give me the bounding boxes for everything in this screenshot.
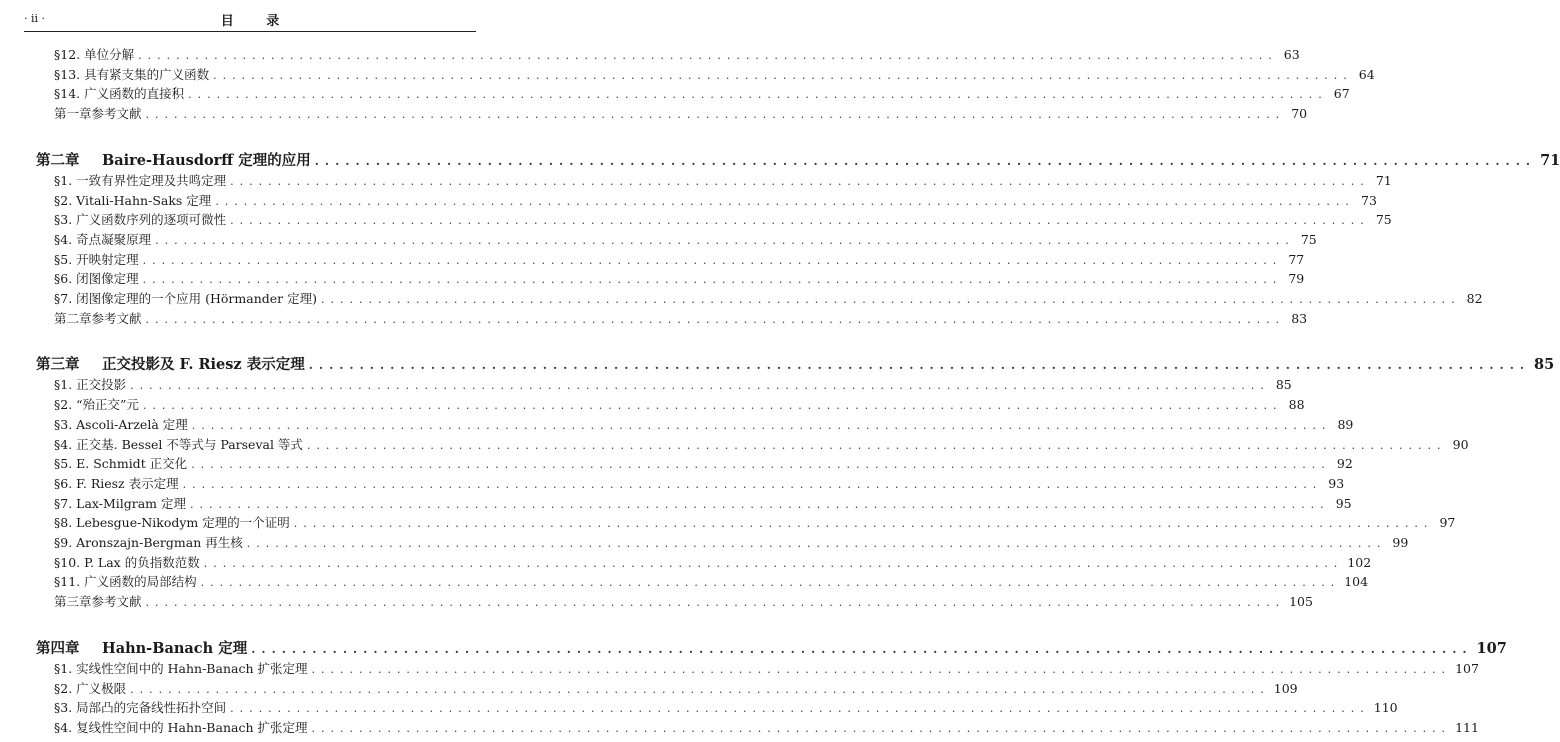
toc-entry xyxy=(54,592,1313,612)
dot-leader: ........................................................................................................................ xyxy=(182,477,1323,491)
entry-label: §9. Aronszajn-Bergman 再生核 xyxy=(54,535,243,550)
toc-entry xyxy=(54,718,1479,738)
chapter-page: 71 xyxy=(1540,151,1560,169)
toc-entry xyxy=(54,698,1398,718)
header-rule xyxy=(24,31,476,32)
chapter-heading xyxy=(36,353,1555,374)
entry-label: §3. Ascoli-Arzelà 定理 xyxy=(54,416,188,432)
dot-leader: ........................................................................................................................ xyxy=(142,399,1283,413)
entry-label: §2. “殆正交”元 xyxy=(54,397,139,413)
dot-leader: ........................................................................................................................ xyxy=(215,194,1355,208)
entry-page: 90 xyxy=(1452,436,1469,452)
chapter-label xyxy=(36,149,311,170)
dot-leader: ........................................................................................................................ xyxy=(251,641,1473,656)
toc-entry xyxy=(54,395,1305,415)
toc-entry xyxy=(54,84,1350,104)
entry-page: 99 xyxy=(1392,535,1409,550)
dot-leader: ........................................................................................................................ xyxy=(155,233,1295,247)
entry-page: 111 xyxy=(1455,719,1479,735)
page-title: 目 录 xyxy=(220,14,294,29)
entry-label: §5. E. Schmidt 正交化 xyxy=(54,456,188,472)
toc-entry xyxy=(54,250,1305,270)
chapter-title: 正交投影及 F. Riesz 表示定理 xyxy=(102,356,305,374)
entry-label: §4. 正交基. Bessel 不等式与 Parseval 等式 xyxy=(54,436,303,452)
entry-page: 105 xyxy=(1289,594,1313,610)
entry-page: 83 xyxy=(1291,310,1308,326)
entry-label: §14. 广义函数的直接积 xyxy=(54,86,185,102)
toc-entry xyxy=(54,65,1375,85)
entry-page: 104 xyxy=(1344,574,1369,590)
entry-label: §1. 实线性空间中的 Hahn-Banach 扩张定理 xyxy=(54,660,308,676)
dot-leader: ........................................................................................................................ xyxy=(145,312,1286,326)
entry-label: 第三章参考文献 xyxy=(54,594,142,610)
entry-page: 67 xyxy=(1333,86,1350,102)
entry-page: 77 xyxy=(1288,251,1305,267)
dot-leader: ........................................................................................................................ xyxy=(138,49,1278,62)
toc-entry xyxy=(54,494,1352,514)
entry-page: 79 xyxy=(1288,271,1305,287)
toc-entry xyxy=(54,435,1469,455)
chapter-title: Hahn-Banach 定理 xyxy=(102,639,248,657)
dot-leader: ........................................................................................................................ xyxy=(190,497,1330,511)
entry-label: §2. 广义极限 xyxy=(54,680,127,696)
dot-leader: ........................................................................................................................ xyxy=(246,537,1387,550)
entry-label: §7. Lax-Milgram 定理 xyxy=(54,495,187,511)
toc-entry xyxy=(54,171,1392,191)
entry-label: §5. 开映射定理 xyxy=(54,251,139,267)
entry-page: 89 xyxy=(1337,416,1354,432)
chapter-title: Baire-Hausdorff 定理的应用 xyxy=(102,151,311,169)
toc-entry xyxy=(54,415,1354,435)
toc-entry xyxy=(54,210,1392,230)
entry-page: 73 xyxy=(1361,192,1377,208)
toc-entry xyxy=(54,309,1308,329)
chapter-heading xyxy=(36,149,1560,169)
chapter-page: 85 xyxy=(1534,356,1555,374)
entry-page: 85 xyxy=(1275,377,1292,393)
chapter-page: 107 xyxy=(1476,639,1507,657)
toc-entry xyxy=(54,289,1483,309)
dot-leader: ........................................................................................................................ xyxy=(145,108,1286,122)
entry-page: 70 xyxy=(1291,106,1308,122)
dot-leader: ........................................................................................................................ xyxy=(191,418,1332,432)
entry-label: §7. 闭图像定理的一个应用 (Hörmander 定理) xyxy=(54,291,317,306)
dot-leader: ........................................................................................................................ xyxy=(308,358,1531,373)
toc-entry xyxy=(54,375,1292,395)
dot-leader: ........................................................................................................................ xyxy=(145,596,1286,610)
toc-entry xyxy=(54,474,1345,494)
entry-label: §11. 广义函数的局部结构 xyxy=(54,574,197,590)
entry-page: 75 xyxy=(1375,212,1392,228)
toc-entry xyxy=(54,269,1305,289)
entry-page: 110 xyxy=(1373,700,1398,716)
entry-page: 93 xyxy=(1328,475,1345,491)
dot-leader: ........................................................................................................................ xyxy=(142,253,1283,267)
entry-page: 92 xyxy=(1336,456,1353,472)
entry-page: 102 xyxy=(1347,554,1372,570)
entry-label: 第二章参考文献 xyxy=(54,310,142,326)
dot-leader: ........................................................................................................................ xyxy=(230,214,1370,228)
entry-label: §2. Vitali-Hahn-Saks 定理 xyxy=(54,192,212,208)
page-number: · ii · xyxy=(24,12,46,25)
toc-entry xyxy=(54,553,1372,573)
chapter-label xyxy=(36,637,247,658)
toc-entry xyxy=(54,659,1479,679)
entry-label: §13. 具有紧支集的广义函数 xyxy=(54,66,210,82)
dot-leader: ........................................................................................................................ xyxy=(306,438,1447,452)
entry-label: §3. 广义函数序列的逐项可微性 xyxy=(54,212,227,228)
dot-leader: ........................................................................................................................ xyxy=(320,293,1461,306)
chapter-number: 第二章 xyxy=(36,151,80,169)
entry-label: §4. 奇点凝聚原理 xyxy=(54,231,152,247)
entry-page: 88 xyxy=(1288,397,1305,413)
entry-label: 第一章参考文献 xyxy=(54,106,142,122)
toc-entry xyxy=(54,513,1456,533)
entry-label: §1. 一致有界性定理及共鸣定理 xyxy=(54,172,227,188)
dot-leader: ........................................................................................................................ xyxy=(191,458,1331,472)
toc-entry xyxy=(54,679,1298,699)
toc-entry xyxy=(54,45,1300,65)
chapter-label xyxy=(36,353,305,374)
dot-leader: ........................................................................................................................ xyxy=(130,379,1270,393)
entry-label: §12. 单位分解 xyxy=(54,47,135,62)
entry-page: 75 xyxy=(1300,231,1317,247)
entry-label: §1. 正交投影 xyxy=(54,377,127,393)
dot-leader: ........................................................................................................................ xyxy=(314,153,1537,168)
entry-label: §8. Lebesgue-Nikodym 定理的一个证明 xyxy=(54,515,290,531)
entry-page: 95 xyxy=(1335,495,1352,511)
entry-label: §6. F. Riesz 表示定理 xyxy=(54,475,179,491)
toc-entry xyxy=(54,533,1409,553)
dot-leader: ........................................................................................................................ xyxy=(142,273,1283,287)
entry-label: §4. 复线性空间中的 Hahn-Banach 扩张定理 xyxy=(54,719,308,735)
toc-entry xyxy=(54,454,1353,474)
dot-leader: ........................................................................................................................ xyxy=(230,174,1370,188)
entry-page: 107 xyxy=(1455,660,1479,676)
entry-page: 64 xyxy=(1358,66,1375,82)
entry-label: §6. 闭图像定理 xyxy=(54,271,139,287)
entry-page: 109 xyxy=(1273,680,1298,696)
toc-entry xyxy=(54,572,1369,592)
entry-page: 82 xyxy=(1466,291,1483,306)
chapter-number: 第三章 xyxy=(36,356,80,374)
dot-leader: ........................................................................................................................ xyxy=(130,682,1270,696)
dot-leader: ........................................................................................................................ xyxy=(230,702,1370,716)
dot-leader: ........................................................................................................................ xyxy=(188,88,1328,102)
entry-label: §10. P. Lax 的负指数范数 xyxy=(54,554,200,570)
toc-entry xyxy=(54,191,1377,211)
entry-page: 97 xyxy=(1439,515,1456,531)
chapter-number: 第四章 xyxy=(36,639,80,657)
toc-entry xyxy=(54,104,1308,124)
entry-label: §3. 局部凸的完备线性拓扑空间 xyxy=(54,700,227,716)
page-header xyxy=(24,10,476,28)
dot-leader: ........................................................................................................................ xyxy=(311,662,1452,676)
toc-entry xyxy=(54,230,1317,250)
dot-leader: ........................................................................................................................ xyxy=(311,721,1452,735)
entry-page: 63 xyxy=(1283,47,1300,62)
dot-leader: ........................................................................................................................ xyxy=(213,68,1353,82)
dot-leader: ........................................................................................................................ xyxy=(293,517,1434,531)
entry-page: 71 xyxy=(1375,172,1392,188)
dot-leader: ........................................................................................................................ xyxy=(200,576,1341,590)
chapter-heading xyxy=(36,637,1507,657)
dot-leader: ........................................................................................................................ xyxy=(203,556,1344,570)
